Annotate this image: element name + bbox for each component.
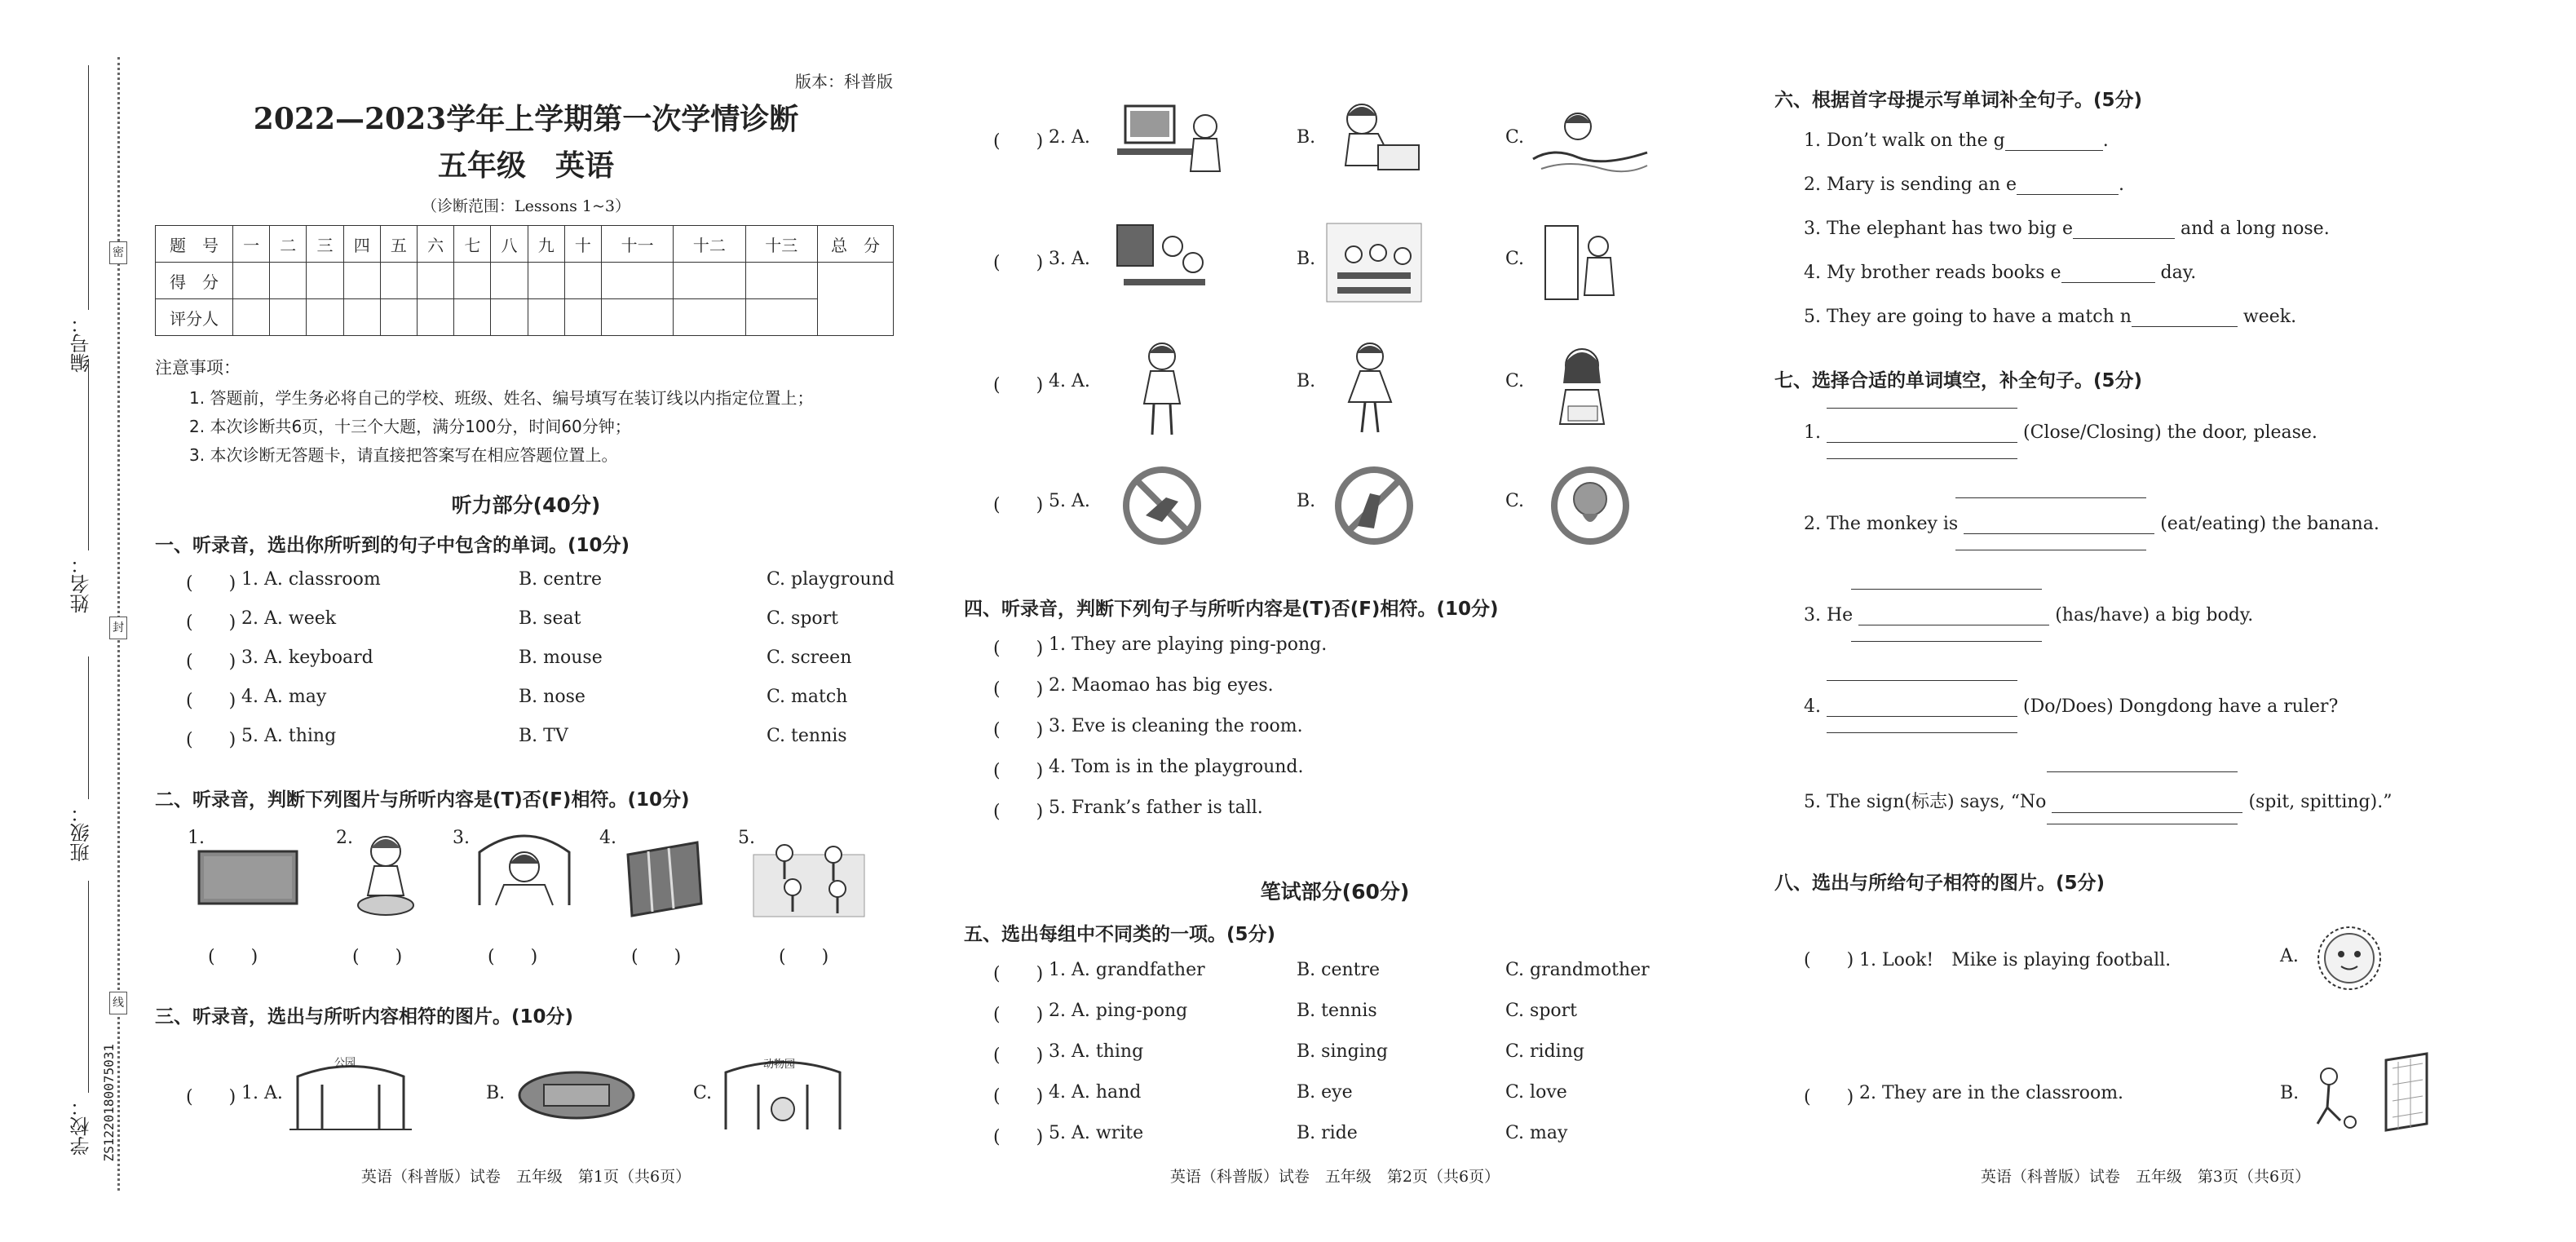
option-a: 2. A. week <box>241 608 337 629</box>
score-cell[interactable] <box>343 263 380 299</box>
grader-cell[interactable] <box>418 299 454 336</box>
option-a: 2. A. ping-pong <box>1049 1001 1188 1021</box>
score-cell[interactable] <box>745 263 817 299</box>
section-4-title: 四、听录音，判断下列句子与所听内容是(T)否(F)相符。(10分) <box>964 599 1499 620</box>
answer-blank[interactable] <box>1827 442 2017 443</box>
writing-part-title: 笔试部分(60分) <box>1260 880 1410 904</box>
total-score-cell[interactable] <box>818 263 894 336</box>
writing-guide-line <box>1851 641 2042 642</box>
school-label: 学校： <box>70 1097 93 1156</box>
writing-guide-line <box>1955 497 2146 498</box>
answer-paren[interactable]: ( ) <box>488 947 538 967</box>
answer-blank[interactable] <box>1827 716 2017 717</box>
section-6-title: 六、根据首字母提示写单词补全句子。(5分) <box>1774 90 2143 111</box>
answer-paren[interactable]: ( ) <box>993 1127 1044 1147</box>
option-b: B. <box>1297 127 1316 148</box>
picture-number: 3. <box>453 828 470 848</box>
fill-sentence <box>1804 514 2379 534</box>
fill-sentence <box>1804 696 2338 717</box>
answer-paren[interactable]: ( ) <box>993 1045 1044 1066</box>
option-c: C. love <box>1505 1082 1567 1103</box>
answer-blank[interactable] <box>2052 812 2242 813</box>
answer-paren[interactable]: ( ) <box>186 730 236 750</box>
sentence-end: (Close/Closing) the door, please. <box>2023 422 2318 443</box>
answer-paren[interactable]: ( ) <box>1804 950 1854 970</box>
girl-singing-picture <box>1129 338 1195 440</box>
grader-cell[interactable] <box>233 299 270 336</box>
column-header: 五 <box>380 226 417 263</box>
section-5-title: 五、选出每组中不同类的一项。(5分) <box>964 924 1276 945</box>
grader-cell[interactable] <box>674 299 745 336</box>
no-littering-sign-icon <box>1333 465 1415 546</box>
writing-guide-line <box>2047 771 2238 772</box>
score-cell[interactable] <box>674 263 745 299</box>
sentence-start: 2. The monkey is <box>1804 514 1959 534</box>
answer-paren[interactable]: ( ) <box>208 947 258 967</box>
column-header: 一 <box>233 226 270 263</box>
answer-blank[interactable] <box>2005 150 2103 151</box>
option-c: C. match <box>767 687 848 707</box>
answer-paren[interactable]: ( ) <box>186 691 236 711</box>
option-b: B. mouse <box>519 648 603 668</box>
score-table-header-row <box>156 226 894 263</box>
sentence-end: (Do/Does) Dongdong have a ruler? <box>2023 696 2339 717</box>
picture-number: 1. <box>188 828 205 848</box>
section-3-title: 三、听录音，选出与所听内容相符的图片。(10分) <box>155 1006 574 1028</box>
question-label: 5. A. <box>1049 491 1090 511</box>
grader-cell[interactable] <box>602 299 674 336</box>
answer-blank[interactable] <box>2017 194 2119 195</box>
option-c: C. grandmother <box>1505 960 1650 980</box>
name-label: 姓名： <box>70 555 93 613</box>
exam-scope: （诊断范围：Lessons 1~3） <box>422 197 630 215</box>
answer-paren[interactable]: ( ) <box>993 720 1044 740</box>
sentence-start: 5. The sign(标志) says, “No <box>1804 792 2047 812</box>
zoo-sign-text: 动物园 <box>763 1059 796 1071</box>
column-header: 七 <box>454 226 491 263</box>
answer-paren[interactable]: ( ) <box>352 947 403 967</box>
fill-sentence <box>1804 130 2109 151</box>
option-b: B. tennis <box>1297 1001 1377 1021</box>
fill-sentence <box>1804 605 2253 625</box>
answer-paren[interactable]: ( ) <box>993 253 1044 273</box>
answer-paren[interactable]: ( ) <box>993 1005 1044 1025</box>
park-sign-text: 公园 <box>334 1057 356 1069</box>
picture-number: 2. <box>336 828 353 848</box>
exam-subtitle: 五年级 英语 <box>437 149 614 183</box>
answer-paren[interactable]: ( ) <box>993 1086 1044 1107</box>
name-line[interactable] <box>88 359 89 550</box>
column-header: 二 <box>270 226 307 263</box>
school-line[interactable] <box>88 881 89 1093</box>
id-line[interactable] <box>88 65 89 310</box>
answer-paren[interactable]: ( ) <box>1804 1087 1854 1107</box>
section-2-title: 二、听录音，判断下列图片与所听内容是(T)否(F)相符。(10分) <box>155 789 690 811</box>
no-spitting-sign-icon <box>1549 465 1631 546</box>
grader-cell[interactable] <box>343 299 380 336</box>
option-b: B. <box>1297 491 1316 511</box>
boy-window-picture <box>471 828 577 909</box>
answer-paren[interactable]: ( ) <box>993 964 1044 984</box>
answer-paren[interactable]: ( ) <box>993 375 1044 396</box>
question-label: 4. A. <box>1049 371 1090 391</box>
option-b: B. <box>1297 249 1316 269</box>
fill-sentence <box>1804 307 2296 327</box>
score-cell[interactable] <box>270 263 307 299</box>
score-cell[interactable] <box>380 263 417 299</box>
score-cell[interactable] <box>307 263 343 299</box>
listening-part-title: 听力部分(40分) <box>451 493 601 517</box>
sentence-start: 1. Don’t walk on the g <box>1804 130 2005 151</box>
answer-blank[interactable] <box>1964 533 2154 534</box>
classroom-desks-picture <box>1325 222 1423 303</box>
option-a: A. <box>2280 946 2299 966</box>
grader-row <box>156 299 894 336</box>
sentence-end: . <box>2102 130 2109 151</box>
answer-paren[interactable]: ( ) <box>631 947 682 967</box>
grader-cell[interactable] <box>564 299 601 336</box>
statement-text: 5. Frank’s father is tall. <box>1049 798 1263 818</box>
class-label: 班级： <box>70 803 93 862</box>
statement-text: 1. Look! Mike is playing football. <box>1859 950 2172 970</box>
seal-mark: 密 <box>109 241 127 264</box>
option-c: C. <box>693 1083 713 1103</box>
column-header: 四 <box>343 226 380 263</box>
row-label: 得 分 <box>156 263 233 299</box>
stadium-picture <box>515 1067 638 1124</box>
sentence-end: (eat/eating) the banana. <box>2160 514 2379 534</box>
option-a: 4. A. hand <box>1049 1082 1142 1103</box>
answer-blank[interactable] <box>2061 282 2155 283</box>
sentence-start: 2. Mary is sending an e <box>1804 175 2017 195</box>
page-1-footer: 英语（科普版）试卷 五年级 第1页（共6页） <box>360 1168 691 1186</box>
grader-cell[interactable] <box>380 299 417 336</box>
option-c: C. sport <box>1505 1001 1578 1021</box>
question-label: 2. A. <box>1049 127 1090 148</box>
id-label: 编号： <box>70 314 93 373</box>
option-a: 1. A. classroom <box>241 569 381 590</box>
writing-guide-line <box>1827 458 2017 459</box>
sentence-end: week. <box>2242 307 2297 327</box>
score-row <box>156 263 894 299</box>
door-kids-picture <box>1537 222 1627 303</box>
option-b: B. ride <box>1297 1123 1358 1143</box>
option-c: C. screen <box>767 648 852 668</box>
option-a: 1. A. grandfather <box>1049 960 1205 980</box>
page-2-footer: 英语（科普版）试卷 五年级 第2页（共6页） <box>1169 1168 1500 1186</box>
option-c: C. tennis <box>767 726 847 746</box>
statement-text: 3. Eve is cleaning the room. <box>1049 716 1303 736</box>
option-b: B. singing <box>1297 1041 1389 1062</box>
page-3-footer: 英语（科普版）试卷 五年级 第3页（共6页） <box>1980 1168 2311 1186</box>
sentence-start: 4. <box>1804 696 1821 717</box>
sentence-end: day. <box>2160 263 2197 283</box>
picture-number: 5. <box>738 828 755 848</box>
option-c: C. <box>1505 491 1525 511</box>
version-label: 版本：科普版 <box>795 72 893 91</box>
sentence-end: and a long nose. <box>2180 219 2330 239</box>
statement-text: 2. Maomao has big eyes. <box>1049 675 1274 696</box>
writing-guide-line <box>1827 732 2017 733</box>
answer-paren[interactable]: ( ) <box>186 652 236 672</box>
mirror-picture <box>620 838 709 920</box>
sentence-start: 3. The elephant has two big e <box>1804 219 2073 239</box>
sentence-end: (has/have) a big body. <box>2055 605 2254 625</box>
option-c: C. <box>1505 371 1525 391</box>
answer-paren[interactable]: ( ) <box>993 679 1044 700</box>
sentence-start: 3. He <box>1804 605 1854 625</box>
section-8-title: 八、选出与所给句子相符的图片。(5分) <box>1774 873 2105 894</box>
option-c: C. may <box>1505 1123 1568 1143</box>
grader-cell[interactable] <box>745 299 817 336</box>
option-a: 5. A. thing <box>241 726 337 746</box>
score-cell[interactable] <box>418 263 454 299</box>
score-table <box>155 225 894 336</box>
question-label: 1. A. <box>241 1083 283 1103</box>
answer-paren[interactable]: ( ) <box>186 573 236 594</box>
class-line[interactable] <box>88 656 89 799</box>
answer-paren[interactable]: ( ) <box>779 947 829 967</box>
hedgehog-picture <box>2304 913 2394 1003</box>
score-cell[interactable] <box>491 263 528 299</box>
option-c: C. sport <box>767 608 839 629</box>
grader-cell[interactable] <box>270 299 307 336</box>
section-7-title: 七、选择合适的单词填空，补全句子。(5分) <box>1774 370 2143 391</box>
option-a: 5. A. write <box>1049 1123 1144 1143</box>
option-a: 3. A. thing <box>1049 1041 1144 1062</box>
sentence-start: 1. <box>1804 422 1821 443</box>
option-b: B. nose <box>519 687 585 707</box>
answer-paren[interactable]: ( ) <box>993 802 1044 822</box>
statement-text: 2. They are in the classroom. <box>1859 1083 2124 1103</box>
score-cell[interactable] <box>233 263 270 299</box>
note-item: 1. 答题前，学生务必将自己的学校、班级、姓名、编号填写在装订线以内指定位置上； <box>189 388 814 408</box>
option-c: C. playground <box>767 569 895 590</box>
kids-playing-picture <box>752 830 866 920</box>
picture-number: 4. <box>599 828 616 848</box>
computer-desk-picture <box>1116 98 1230 179</box>
column-header: 十 <box>564 226 601 263</box>
answer-paren[interactable]: ( ) <box>186 612 236 633</box>
girl-drawing-picture <box>1321 96 1427 178</box>
fill-sentence <box>1804 219 2330 239</box>
column-header: 九 <box>528 226 564 263</box>
answer-paren[interactable]: ( ) <box>993 639 1044 659</box>
grader-cell[interactable] <box>528 299 564 336</box>
girl-reading-picture <box>1545 343 1619 432</box>
column-header: 十三 <box>745 226 817 263</box>
option-b: B. <box>1297 371 1316 391</box>
girl-washing-picture <box>347 830 420 920</box>
fill-sentence <box>1804 422 2318 443</box>
column-header: 三 <box>307 226 343 263</box>
statement-text: 1. They are playing ping-pong. <box>1049 634 1328 655</box>
option-a: 3. A. keyboard <box>241 648 373 668</box>
answer-paren[interactable]: ( ) <box>993 761 1044 781</box>
option-b: B. seat <box>519 608 581 629</box>
option-c: C. riding <box>1505 1041 1584 1062</box>
answer-paren[interactable]: ( ) <box>993 131 1044 152</box>
sentence-start: 4. My brother reads books e <box>1804 263 2061 283</box>
grader-cell[interactable] <box>307 299 343 336</box>
football-goal-picture <box>2304 1052 2451 1134</box>
column-header: 十二 <box>674 226 745 263</box>
sentence-end: . <box>2119 175 2125 195</box>
girl-dancing-picture <box>1337 338 1403 440</box>
writing-guide-line <box>1827 680 2017 681</box>
score-cell[interactable] <box>528 263 564 299</box>
column-header: 总 分 <box>818 226 894 263</box>
option-b: B. <box>2280 1083 2300 1103</box>
fill-sentence <box>1804 175 2124 195</box>
note-item: 2. 本次诊断共6页，十三个大题，满分100分，时间60分钟； <box>189 417 631 436</box>
grader-cell[interactable] <box>491 299 528 336</box>
no-walking-sign-icon <box>1121 465 1203 546</box>
answer-blank[interactable] <box>2073 238 2175 239</box>
option-b: B. TV <box>519 726 568 746</box>
option-a: 4. A. may <box>241 687 327 707</box>
option-c: C. <box>1505 249 1525 269</box>
option-b: B. centre <box>519 569 603 590</box>
question-label: 3. A. <box>1049 249 1090 269</box>
answer-paren[interactable]: ( ) <box>186 1087 236 1107</box>
section-1-title: 一、听录音，选出你所听到的句子中包含的单词。(10分) <box>155 535 630 556</box>
column-header: 八 <box>491 226 528 263</box>
column-header: 六 <box>418 226 454 263</box>
option-c: C. <box>1505 127 1525 148</box>
score-cell[interactable] <box>454 263 491 299</box>
column-header: 十一 <box>602 226 674 263</box>
score-cell[interactable] <box>602 263 674 299</box>
option-b: B. eye <box>1297 1082 1353 1103</box>
fill-sentence <box>1804 263 2196 283</box>
sentence-end: (spit, spitting).” <box>2248 792 2393 812</box>
option-b: B. <box>486 1083 506 1103</box>
seal-mark: 线 <box>109 992 127 1014</box>
answer-blank[interactable] <box>2132 326 2238 327</box>
option-b: B. centre <box>1297 960 1381 980</box>
writing-guide-line <box>1827 408 2017 409</box>
exam-title: 2022—2023学年上学期第一次学情诊断 <box>253 102 799 136</box>
sentence-start: 5. They are going to have a match n <box>1804 307 2132 327</box>
girl-swimming-picture <box>1529 102 1651 175</box>
writing-guide-line <box>1851 589 2042 590</box>
score-cell[interactable] <box>564 263 601 299</box>
statement-text: 4. Tom is in the playground. <box>1049 757 1304 777</box>
grader-cell[interactable] <box>454 299 491 336</box>
notes-title: 注意事项： <box>155 358 241 378</box>
blackboard-picture <box>196 848 302 909</box>
row-label: 评分人 <box>156 299 233 336</box>
exam-code: ZS1220180075031 <box>101 1044 117 1162</box>
row-label: 题 号 <box>156 226 233 263</box>
note-item: 3. 本次诊断无答题卡，请直接把答案写在相应答题位置上。 <box>189 445 618 465</box>
classroom-board-picture <box>1116 222 1209 303</box>
seal-mark: 封 <box>109 617 127 639</box>
answer-paren[interactable]: ( ) <box>993 495 1044 515</box>
fill-sentence <box>1804 788 2392 813</box>
